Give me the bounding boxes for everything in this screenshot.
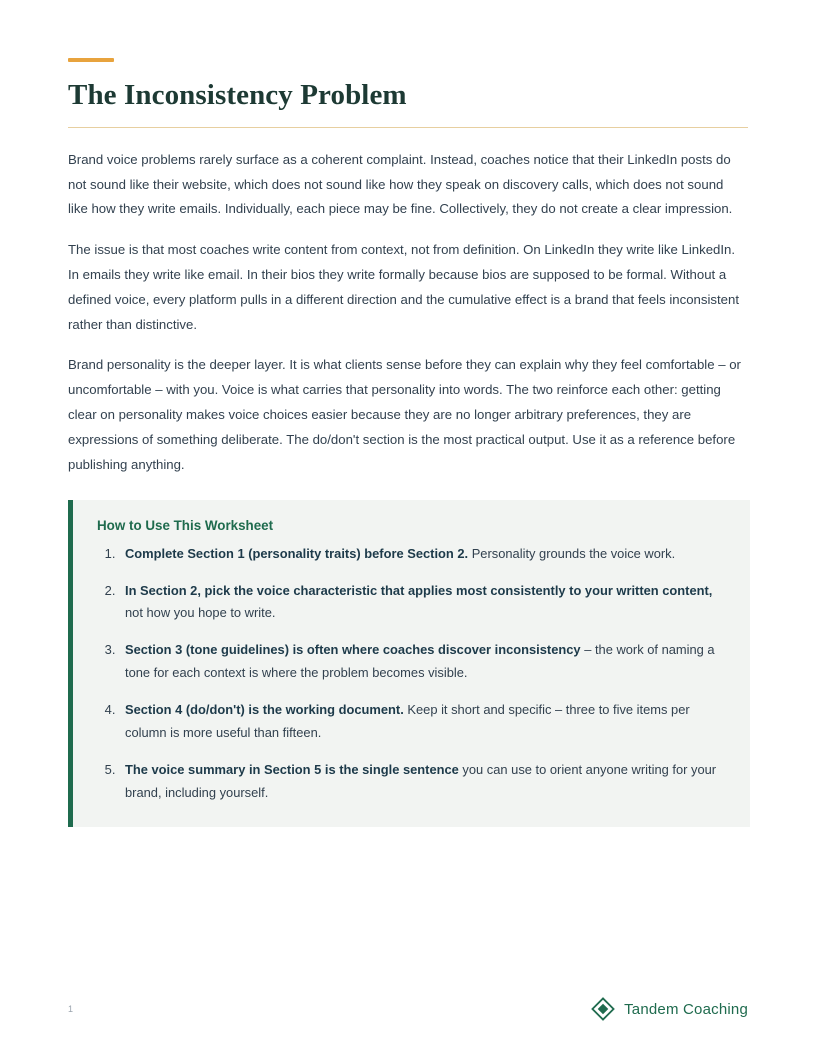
title-divider bbox=[68, 127, 748, 128]
step-lead-text: Section 4 (do/don't) is the working document. bbox=[125, 702, 404, 718]
list-item bbox=[119, 543, 726, 566]
how-to-use-callout bbox=[68, 500, 750, 828]
page-footer bbox=[68, 996, 748, 1022]
step-rest-text: you can use to orient anyone writing for your brand, including yourself. bbox=[125, 762, 717, 801]
callout-step-list bbox=[97, 543, 726, 806]
step-lead-text: Complete Section 1 (personality traits) before Section 2. bbox=[125, 545, 469, 561]
step-lead-text: The voice summary in Section 5 is the single sentence bbox=[125, 762, 459, 778]
accent-rule bbox=[68, 58, 114, 62]
callout-title: How to Use This Worksheet bbox=[97, 517, 274, 533]
brand-logo bbox=[590, 996, 748, 1022]
step-rest-text: – the work of naming a tone for each context is where the problem becomes visible. bbox=[125, 642, 715, 681]
diamond-logo-icon bbox=[590, 996, 616, 1022]
step-rest-text: Personality grounds the voice work. bbox=[468, 545, 676, 561]
step-rest-text: not how you hope to write. bbox=[125, 605, 276, 621]
page-number: 1 bbox=[68, 1004, 74, 1014]
step-lead-text: Section 3 (tone guidelines) is often where coaches discover inconsistency bbox=[125, 642, 581, 658]
body-paragraph-3: Brand personality is the deeper layer. It is what clients sense before they can explain why they feel comfortable – or uncomfortable – with you. Voice is what carries that personality into words. The two reinforce each other: getting clear on personality makes voice choices easier because they are no longer arbitrary preferences, they are expressions of something deliberate. The do/don't section is the most practical output. Use it as a reference before publishing anything. bbox=[68, 357, 741, 472]
step-lead-text: In Section 2, pick the voice characteristic that applies most consistently to your written content, bbox=[125, 582, 713, 598]
list-item bbox=[119, 699, 726, 745]
page-title: The Inconsistency Problem bbox=[68, 79, 407, 111]
list-item bbox=[119, 580, 726, 626]
list-item bbox=[119, 759, 726, 805]
body-paragraph-1: Brand voice problems rarely surface as a coherent complaint. Instead, coaches notice that their LinkedIn posts do not sound like their website, which does not sound like how they speak on discovery calls, which does not sound like how they write emails. Individually, each piece may be fine. Collectively, they do not create a clear impression. bbox=[68, 151, 733, 217]
step-rest-text: Keep it short and specific – three to five items per column is more useful than fifteen. bbox=[125, 702, 690, 741]
brand-name: Tandem Coaching bbox=[624, 1000, 748, 1018]
list-item bbox=[119, 639, 726, 685]
body-paragraph-2: The issue is that most coaches write content from context, not from definition. On LinkedIn they write like LinkedIn. In emails they write like email. In their bios they write formally because bios are supposed to be formal. Without a defined voice, every platform pulls in a different direction and the cumulative effect is a brand that feels inconsistent rather than distinctive. bbox=[68, 242, 739, 332]
